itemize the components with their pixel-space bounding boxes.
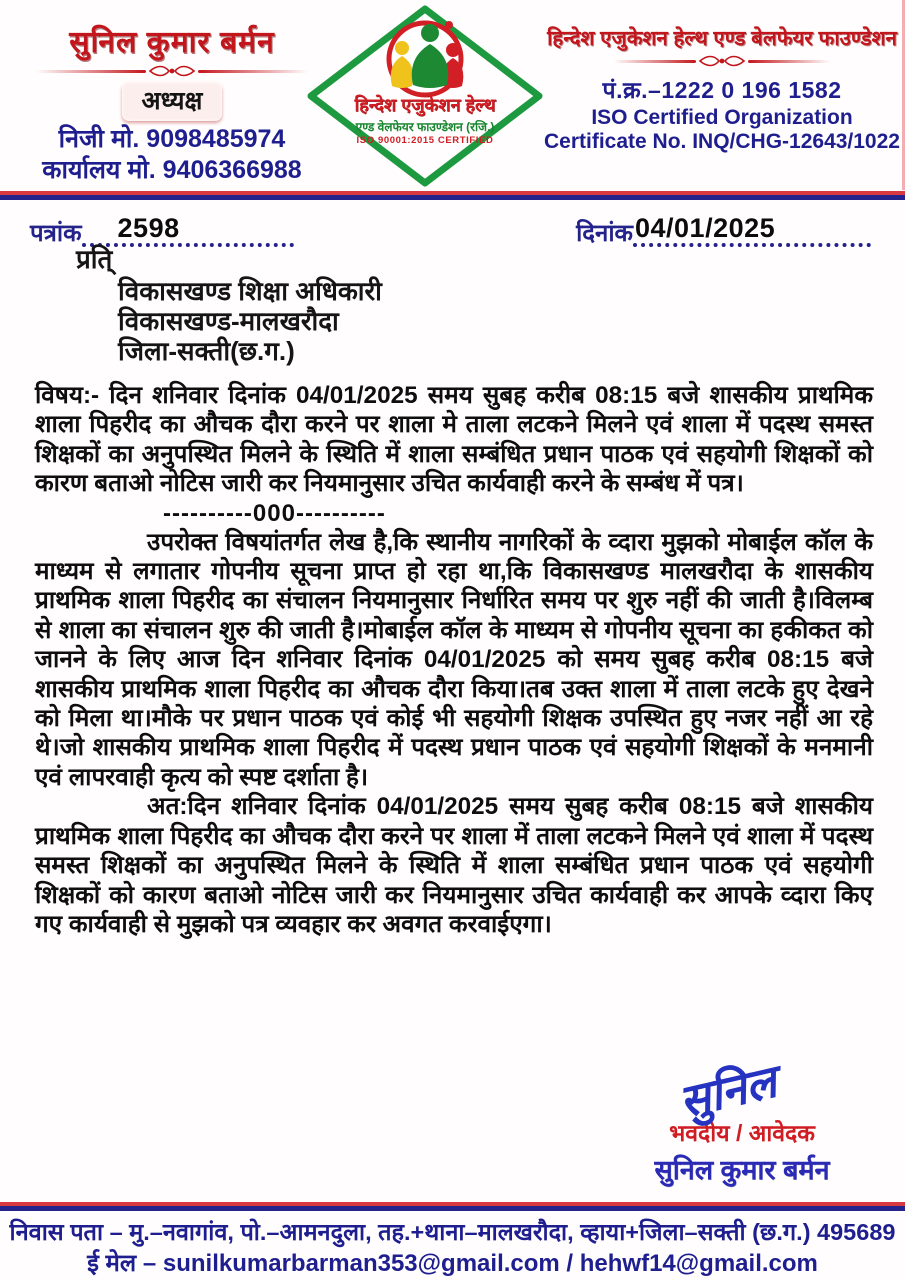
body-paragraph-1: उपरोक्त विषयांतर्गत लेख है,कि स्थानीय नागरिकों के व्दारा मुझको मोबाईल कॉल के माध्यम से लगातार गोपनीय सूचना प्राप्त हो रहा था,कि विकासखण्ड मालखरौदा के शासकीय प्राथमिक शाला पिहरीद का संचालन नियमानुसार निर्धारित समय पर शुरु नहीं की जाती है।विलम्ब से शाला का संचालन शुरु की जाती है।मोबाईल कॉल के माध्यम से गोपनीय सूचना का हकीकत को जानने के लिए आज दिन शनिवार दिनांक 04/01/2025 को समय सुबह करीब 08:15 बजे शासकीय प्राथमिक शाला पिहरीद का औचक दौरा किया।तब उक्त शाला में ताला लटके हुए देखने को मिला था।मौके पर प्रधान पाठक एवं कोई भी सहयोगी शिक्षक उपस्थित हुए नजर नहीं आ रहे थे।जो शासकीय प्राथमिक शाला पिहरीद में पदस्थ प्रधान पाठक एवं सहयोगी शिक्षकों के मनमानी एवं लापरवाही कृत्य को स्पष्ट दर्शाता है।	[35, 528, 874, 791]
organization-logo	[303, 3, 547, 189]
organization-name: हिन्देश एजुकेशन हेल्थ एण्ड बेलफेयर फाउण्डेशन	[547, 27, 897, 50]
flourish-icon	[699, 54, 745, 68]
flourish-icon	[149, 64, 195, 78]
section-divider-000: ----------000----------	[163, 499, 386, 527]
residence-address: निवास पता – मु.–नवागांव, पो.–आमनदुला, तह.+थाना–मालखरौदा, व्हाया+जिला–सक्ती (छ.ग.) 495689	[9, 1219, 896, 1245]
letter-number-label: पत्रांक	[30, 220, 82, 247]
date-label: दिनांक	[576, 220, 633, 247]
logo-iso-text: ISO 90001:2015 CERTIFIED	[356, 135, 494, 146]
certificate-number: Certificate No. INQ/CHG-12643/1022	[544, 130, 900, 153]
date-value: 04/01/2025	[635, 213, 776, 243]
designation-badge: अध्यक्ष	[122, 82, 223, 121]
iso-certified-line: ISO Certified Organization	[591, 106, 853, 129]
recipient-salutation: प्रति्	[76, 244, 113, 274]
president-name: सुनिल कुमार बर्मन	[69, 26, 275, 59]
recipient-designation: विकासखण्ड शिक्षा अधिकारी	[118, 276, 382, 306]
registration-number: पं.क्र.–1222 0 196 1582	[602, 77, 842, 103]
office-phone: कार्यालय मो. 9406366988	[42, 156, 302, 184]
letter-body	[35, 381, 873, 939]
footer-separator-rule	[0, 1202, 905, 1211]
body-paragraph-2: अत:दिन शनिवार दिनांक 04/01/2025 समय सुबह करीब 08:15 बजे शासकीय प्राथमिक शाला पिहरीद का औचक दौरा करने पर शाला में ताला लटकने मिलने एवं शाला में पदस्थ समस्त शिक्षकों का अनुपस्थित मिलने के स्थिति में शाला सम्बंधित प्रधान पाठक एवं सहयोगी शिक्षकों को कारण बताओ नोटिस जारी कर नियमानुसार उचित कार्यवाही कर आपके व्दारा किए गए कार्यवाही से मुझको पत्र व्यवहार कर अवगत करवाईएगा।	[35, 793, 873, 938]
date-dotted-line	[633, 214, 871, 247]
header-right-block	[544, 24, 900, 154]
subject-paragraph: विषय:- दिन शनिवार दिनांक 04/01/2025 समय सुबह करीब 08:15 बजे शासकीय प्राथमिक शाला पिहरीद का औचक दौरा करने पर शाला मे ताला लटकने मिलने एवं शाला में पदस्थ समस्त शिक्षकों का अनुपस्थित मिलने के स्थिति में शाला सम्बंधित प्रधान पाठक एवं सहयोगी शिक्षकों को कारण बताओ नोटिस जारी कर नियमानुसार उचित कार्यवाही करने के सम्बंध में पत्र।	[35, 382, 873, 498]
logo-title: हिन्देश एजुकेशन हेल्थ	[354, 95, 496, 115]
personal-phone: निजी मो. 9098485974	[58, 125, 286, 153]
signature-block	[607, 1055, 877, 1187]
email-line: ई मेल – sunilkumarbarman353@gmail.com / hehwf14@gmail.com	[87, 1250, 818, 1277]
signatory-role: भवदीय / आवेदक	[669, 1120, 815, 1146]
handwritten-signature: सुनिल	[674, 1055, 782, 1128]
recipient-block-name: विकासखण्ड-मालखरौदा	[118, 306, 339, 336]
letter-number-value: 2598	[117, 213, 180, 243]
ornamental-divider	[614, 54, 830, 68]
date-field	[576, 214, 871, 247]
recipient-district: जिला-सक्ती(छ.ग.)	[118, 336, 295, 366]
recipient-block	[76, 243, 382, 366]
header-separator-rule	[0, 191, 905, 200]
ornamental-divider	[36, 64, 308, 78]
logo-subtitle: एण्ड वेलफेयर फाउण्डेशन (रजि.)	[355, 120, 495, 134]
signatory-name: सुनिल कुमार बर्मन	[654, 1155, 830, 1185]
